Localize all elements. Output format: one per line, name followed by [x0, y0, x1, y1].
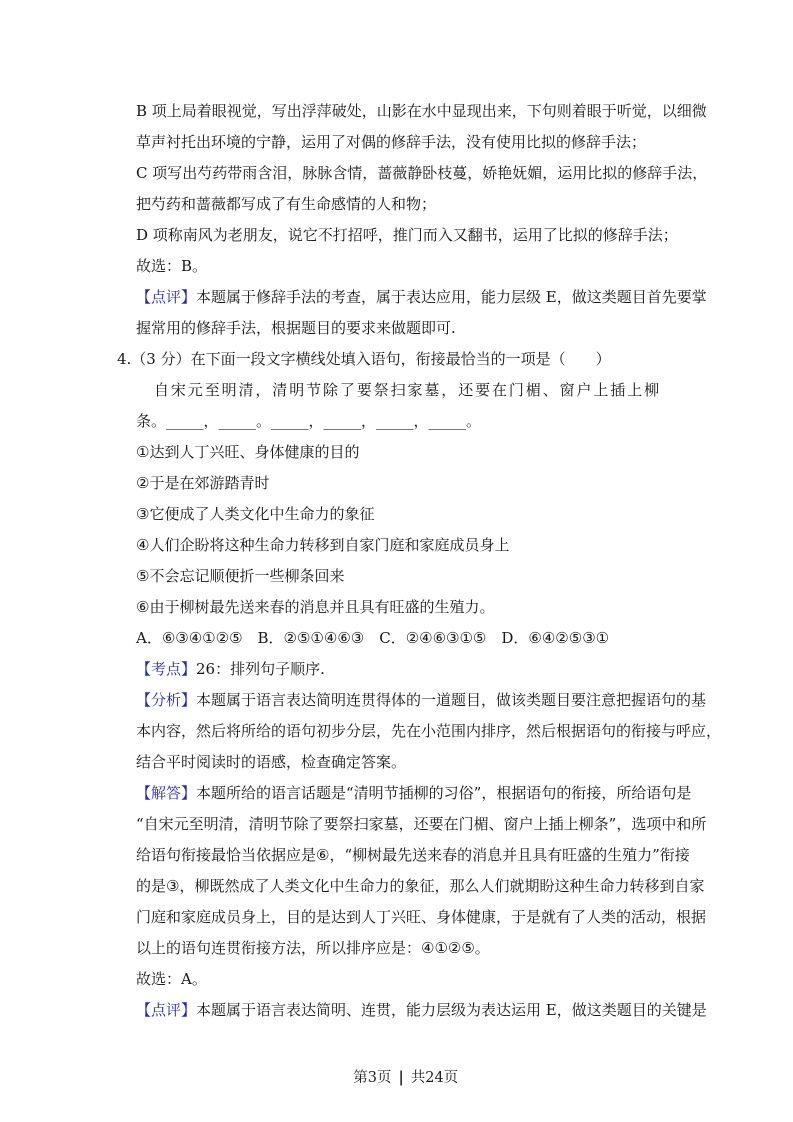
document-line [136, 158, 708, 189]
line-text: 本内容，然后将所给的语句初步分层，先在小范围内排序，然后根据语句的衔接与呼应， [136, 722, 722, 740]
document-line [136, 933, 661, 964]
line-text: 给语句衔接最恰当依据应是⑥，“柳树最先送来春的消息并且具有旺盛的生殖力”衔接 [136, 846, 690, 864]
line-text: 结合平时阅读时的语感，检查确定答案。 [136, 753, 407, 771]
line-text: C 项写出芍药带雨含泪，脉脉含情，蔷薇静卧枝蔓，娇艳妩媚，运用比拟的修辞手法， [136, 164, 708, 182]
document-line [136, 778, 692, 809]
document-line [136, 871, 705, 902]
section-label: 【解答】 [136, 784, 197, 802]
footer-separator: | [398, 1069, 404, 1086]
document-line [136, 809, 707, 840]
document-line [136, 654, 661, 685]
document-line [136, 499, 661, 530]
line-text: 故选：B。 [136, 257, 208, 275]
document-line [136, 189, 661, 220]
line-text: 本题属于语言表达简明、连贯，能力层级为表达运用 E，做这类题目的关键是 [196, 1001, 707, 1019]
document-line [136, 840, 690, 871]
line-text: A．⑥③④①②⑤ B．②⑤①④⑥③ C．②④⑥③①⑤ D．⑥④②⑤③① [136, 629, 610, 647]
document-line [136, 592, 661, 623]
line-text: ④人们企盼将这种生命力转移到自家门庭和家庭成员身上 [136, 536, 510, 554]
footer-total-pages: 共24页 [410, 1070, 459, 1086]
footer-current-page: 第3页 [353, 1070, 392, 1086]
section-label: 【分析】 [136, 691, 197, 709]
line-text: 草声衬托出环境的宁静，运用了对偶的修辞手法，没有使用比拟的修辞手法； [136, 133, 647, 151]
document-line [136, 282, 707, 313]
line-text: ⑥由于柳树最先送来春的消息并且具有旺盛的生殖力。 [136, 598, 495, 616]
line-text: 把芍药和蔷薇都写成了有生命感情的人和物； [136, 195, 437, 213]
document-line [136, 220, 678, 251]
document-line [136, 902, 707, 933]
document-line [136, 313, 661, 344]
document-line [136, 685, 707, 716]
document-body [0, 96, 793, 1026]
line-text: 26：排列句子顺序. [196, 660, 325, 678]
document-line [136, 995, 707, 1026]
line-text: 以上的语句连贯衔接方法，所以排序应是：④①②⑤。 [136, 939, 490, 957]
line-text: 门庭和家庭成员身上，目的是达到人丁兴旺、身体健康，于是就有了人类的活动，根据 [136, 908, 707, 926]
document-line [136, 375, 661, 406]
line-text: 4.（3 分）在下面一段文字横线处填入语句，衔接最恰当的一项是（ ） [117, 350, 611, 368]
line-text: ②于是在郊游踏青时 [136, 474, 270, 492]
line-text: 本题所给的语言话题是“清明节插柳的习俗”，根据语句的衔接，所给语句是 [196, 784, 692, 802]
document-line [136, 251, 661, 282]
line-text: 故选：A。 [136, 970, 207, 988]
line-text: 握常用的修辞手法，根据题目的要求来做题即可. [136, 319, 456, 337]
line-text: 本题属于修辞手法的考查，属于表达应用，能力层级 E，做这类题目首先要掌 [196, 288, 707, 306]
document-line [136, 623, 661, 654]
document-line [136, 964, 661, 995]
line-text: ③它便成了人类文化中生命力的象征 [136, 505, 375, 523]
section-label: 【点评】 [136, 1001, 197, 1019]
document-line [136, 437, 661, 468]
document-line [136, 561, 661, 592]
line-text: ①达到人丁兴旺、身体健康的目的 [136, 443, 360, 461]
section-label: 【点评】 [136, 288, 197, 306]
document-line [136, 127, 661, 158]
section-label: 【考点】 [136, 660, 197, 678]
line-text: 的是③，柳既然成了人类文化中生命力的象征，那么人们就期盼这种生命力转移到自家 [136, 877, 705, 895]
line-text: 本题属于语言表达简明连贯得体的一道题目，做该类题目要注意把握语句的基 [196, 691, 707, 709]
line-text: 自宋元至明清，清明节除了要祭扫家墓，还要在门楣、窗户上插上柳 [154, 381, 662, 399]
document-line [117, 344, 661, 375]
line-text: D 项称南风为老朋友，说它不打招呼，推门而入又翻书，运用了比拟的修辞手法； [136, 226, 678, 244]
document-line [136, 96, 707, 127]
document-line [136, 530, 661, 561]
line-text: “自宋元至明清，清明节除了要祭扫家墓，还要在门楣、窗户上插上柳条”，选项中和所 [136, 815, 707, 833]
document-line [136, 468, 661, 499]
page-footer [0, 1031, 793, 1086]
line-text: B 项上局着眼视觉，写出浮萍破处，山影在水中显现出来，下句则着眼于听觉，以细微 [136, 102, 707, 120]
document-line [136, 716, 722, 747]
line-text: 条。_____，_____。_____，_____，_____，_____。 [136, 412, 482, 430]
line-text: ⑤不会忘记顺便折一些柳条回来 [136, 567, 345, 585]
document-line [136, 406, 661, 437]
document-line [136, 747, 661, 778]
